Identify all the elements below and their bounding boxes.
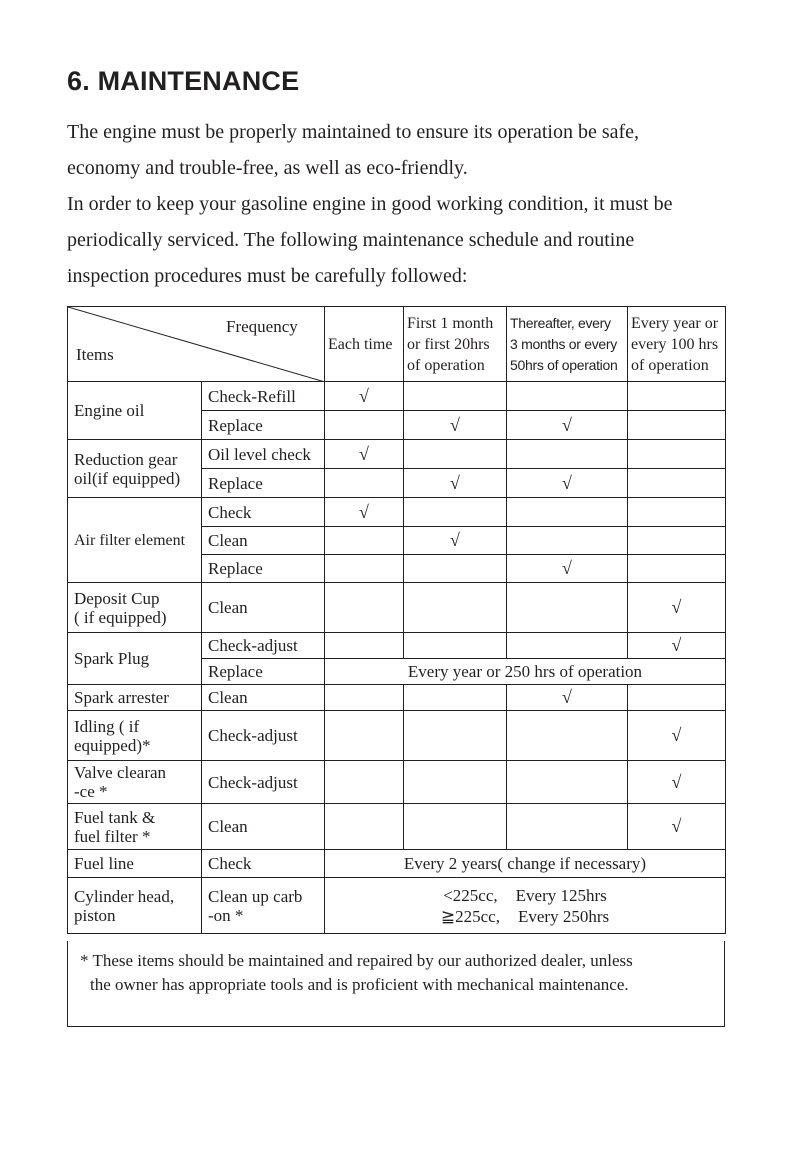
item-cylinder-head: Cylinder head, piston [68, 878, 202, 934]
table-row [68, 804, 726, 850]
table-row [68, 878, 726, 934]
item-fuel-tank: Fuel tank & fuel filter * [68, 804, 202, 850]
task-cell: Oil level check [202, 440, 325, 469]
spark-plug-replace-note: Every year or 250 hrs of operation [325, 659, 726, 685]
header-first-month: First 1 month or first 20hrs of operation [404, 307, 507, 382]
task-cell: Check-adjust [202, 761, 325, 804]
task-cell: Check-adjust [202, 633, 325, 659]
task-cell: Clean [202, 804, 325, 850]
task-cell: Clean [202, 527, 325, 555]
check-mark: √ [325, 440, 404, 469]
item-fuel-line: Fuel line [68, 850, 202, 878]
intro-line: inspection procedures must be carefully followed: [67, 265, 468, 287]
items-label: Items [76, 345, 114, 364]
intro-line: In order to keep your gasoline engine in good working condition, it must be [67, 193, 673, 215]
check-mark: √ [507, 411, 628, 440]
fuel-line-note: Every 2 years( change if necessary) [325, 850, 726, 878]
item-spark-arrester: Spark arrester [68, 685, 202, 711]
task-cell: Replace [202, 555, 325, 583]
page-title: 6. MAINTENANCE [67, 66, 300, 96]
task-cell: Check-adjust [202, 711, 325, 761]
table-row [68, 761, 726, 804]
task-cell: Replace [202, 659, 325, 685]
check-mark: √ [507, 469, 628, 498]
check-mark: √ [628, 633, 726, 659]
intro-line: economy and trouble-free, as well as eco-friendly. [67, 157, 468, 179]
intro-line: The engine must be properly maintained to ensure its operation be safe, [67, 121, 640, 143]
item-air-filter: Air filter element [68, 498, 202, 583]
task-cell: Check [202, 850, 325, 878]
footnote-line: * These items should be maintained and repaired by our authorized dealer, unless [80, 951, 633, 970]
check-mark: √ [404, 411, 507, 440]
cylinder-note: <225cc, Every 125hrs ≧225cc, Every 250hrs [325, 878, 726, 934]
task-cell: Replace [202, 411, 325, 440]
check-mark: √ [628, 804, 726, 850]
item-deposit-cup: Deposit Cup ( if equipped) [68, 583, 202, 633]
table-row [68, 685, 726, 711]
task-cell: Check [202, 498, 325, 527]
table-row [68, 711, 726, 761]
item-engine-oil: Engine oil [68, 382, 202, 440]
item-valve-clearance: Valve clearan -ce * [68, 761, 202, 804]
intro-line: periodically serviced. The following maintenance schedule and routine [67, 229, 635, 251]
task-cell: Check-Refill [202, 382, 325, 411]
check-mark: √ [507, 555, 628, 583]
header-every-year: Every year or every 100 hrs of operation [628, 307, 726, 382]
header-corner-cell [68, 307, 325, 382]
check-mark: √ [325, 498, 404, 527]
table-row [68, 498, 726, 527]
footnote-line: the owner has appropriate tools and is proficient with mechanical maintenance. [90, 975, 629, 994]
item-idling: Idling ( if equipped)* [68, 711, 202, 761]
check-mark: √ [404, 527, 507, 555]
header-thereafter: Thereafter, every 3 months or every 50hrs of operation [507, 307, 628, 382]
frequency-label: Frequency [226, 317, 298, 336]
check-mark: √ [325, 382, 404, 411]
table-row [68, 583, 726, 633]
header-each-time: Each time [325, 307, 404, 382]
maintenance-schedule-table [67, 306, 726, 934]
item-reduction-gear: Reduction gear oil(if equipped) [68, 440, 202, 498]
table-row [68, 633, 726, 659]
table-row [68, 850, 726, 878]
task-cell: Replace [202, 469, 325, 498]
intro-text [67, 114, 747, 294]
check-mark: √ [628, 761, 726, 804]
task-cell: Clean [202, 583, 325, 633]
check-mark: √ [628, 711, 726, 761]
table-row [68, 382, 726, 411]
check-mark: √ [404, 469, 507, 498]
task-cell: Clean up carb -on * [202, 878, 325, 934]
footnote [67, 941, 725, 1027]
task-cell: Clean [202, 685, 325, 711]
check-mark: √ [628, 583, 726, 633]
check-mark: √ [507, 685, 628, 711]
item-spark-plug: Spark Plug [68, 633, 202, 685]
table-row [68, 440, 726, 469]
